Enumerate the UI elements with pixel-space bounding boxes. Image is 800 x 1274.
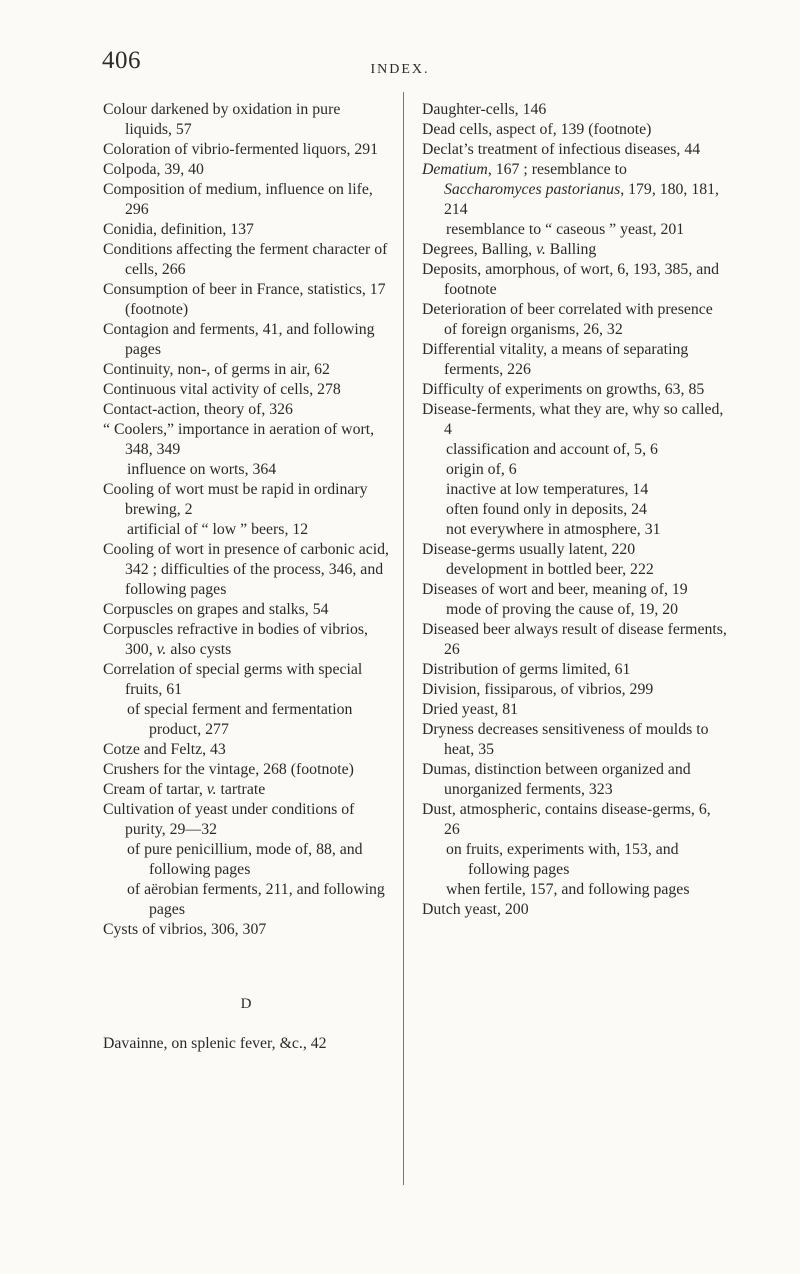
entry-text: Disease-ferments, what they are, why so called, 4 [422, 401, 724, 438]
index-entry [422, 340, 727, 380]
index-entry [422, 620, 727, 660]
entry-text: Cooling of wort must be rapid in ordinary brewing, 2 [103, 481, 368, 518]
index-entry [422, 300, 727, 340]
index-entry [103, 420, 389, 460]
column-divider [403, 92, 404, 1185]
index-entry [422, 720, 727, 760]
entry-text: Dust, atmospheric, contains disease-germs, 6, 26 [422, 801, 711, 838]
index-entry [103, 100, 389, 140]
index-subentry [422, 460, 727, 480]
entry-text: often found only in deposits, 24 [446, 501, 647, 518]
entry-text: Distribution of germs limited, 61 [422, 661, 631, 678]
index-subentry [103, 840, 389, 880]
index-column-right [422, 100, 727, 920]
entry-text: Degrees, Balling, [422, 241, 537, 258]
entry-text: Contagion and ferments, 41, and following pages [103, 321, 375, 358]
entry-text: Daughter-cells, 146 [422, 101, 547, 118]
index-entry [422, 100, 727, 120]
entry-text: Colpoda, 39, 40 [103, 161, 204, 178]
entry-text: Disease-germs usually latent, 220 [422, 541, 636, 558]
entry-text: Differential vitality, a means of separating ferments, 226 [422, 341, 689, 378]
index-entry [422, 800, 727, 840]
entry-text: Saccharomyces pastorianus [444, 181, 621, 198]
index-entry [103, 740, 389, 760]
entry-text: Composition of medium, influence on life, 296 [103, 181, 373, 218]
entry-text: Dematium [422, 161, 488, 178]
entry-text: classification and account of, 5, 6 [446, 441, 658, 458]
entry-text: inactive at low temperatures, 14 [446, 481, 649, 498]
index-subentry [422, 600, 727, 620]
index-subentry [422, 440, 727, 460]
index-entry [422, 400, 727, 440]
entry-text: Conditions affecting the ferment character of cells, 266 [103, 241, 388, 278]
entry-text: Contact-action, theory of, 326 [103, 401, 293, 418]
entry-text: mode of proving the cause of, 19, 20 [446, 601, 679, 618]
index-entry [422, 700, 727, 720]
index-subentry [103, 880, 389, 920]
section-letter-heading [103, 994, 389, 1014]
entry-text: , 179, 180, 181, 214 [444, 181, 719, 218]
index-entry [422, 120, 727, 140]
index-entry [422, 900, 727, 920]
index-entry [103, 600, 389, 620]
index-entry [103, 320, 389, 360]
entry-text: Correlation of special germs with special fruits, 61 [103, 661, 363, 698]
index-subentry [422, 560, 727, 580]
entry-text: Diseases of wort and beer, meaning of, 19 [422, 581, 688, 598]
entry-text: development in bottled beer, 222 [446, 561, 654, 578]
entry-text: Diseased beer always result of disease ferments, 26 [422, 621, 727, 658]
entry-text: Deposits, amorphous, of wort, 6, 193, 385, and footnote [422, 261, 720, 298]
entry-text: tartrate [216, 781, 266, 798]
entry-text: Dumas, distinction between organized and unorganized ferments, 323 [422, 761, 691, 798]
entry-text: on fruits, experiments with, 153, and following pages [446, 841, 679, 878]
index-entry [103, 1034, 389, 1054]
index-entry [103, 140, 389, 160]
page-number: 406 [102, 47, 141, 74]
index-entry [103, 400, 389, 420]
entry-text: Davainne, on splenic fever, &c., 42 [103, 1035, 327, 1052]
index-entry [103, 540, 389, 600]
entry-text: D [240, 996, 252, 1012]
index-entry [103, 660, 389, 700]
index-subentry [103, 520, 389, 540]
index-subentry [422, 840, 727, 880]
running-title: INDEX. [370, 62, 430, 77]
entry-text: v. [206, 781, 217, 798]
entry-text: Deterioration of beer correlated with presence of foreign organisms, 26, 32 [422, 301, 713, 338]
index-subentry [103, 700, 389, 740]
entry-text: of pure penicillium, mode of, 88, and following pages [127, 841, 363, 878]
entry-text: , 167 ; resemblance to [487, 161, 627, 178]
entry-text: resemblance to “ caseous ” yeast, 201 [446, 221, 685, 238]
index-entry [422, 540, 727, 560]
index-entry [103, 480, 389, 520]
entry-text: Cultivation of yeast under conditions of purity, 29—32 [103, 801, 355, 838]
index-entry [422, 680, 727, 700]
index-subentry [422, 220, 727, 240]
entry-text: Cooling of wort in presence of carbonic acid, 342 ; difficulties of the process, 346, and following pages [103, 541, 390, 598]
index-entry [103, 280, 389, 320]
entry-text: Difficulty of experiments on growths, 63, 85 [422, 381, 705, 398]
entry-text: Cotze and Feltz, 43 [103, 741, 226, 758]
index-entry [103, 380, 389, 400]
entry-text: Cysts of vibrios, 306, 307 [103, 921, 267, 938]
entry-text: Corpuscles on grapes and stalks, 54 [103, 601, 329, 618]
index-column-left [103, 100, 389, 1054]
entry-text: Division, fissiparous, of vibrios, 299 [422, 681, 654, 698]
entry-text: Crushers for the vintage, 268 (footnote) [103, 761, 354, 778]
index-entry [103, 760, 389, 780]
entry-text: of special ferment and fermentation product, 277 [127, 701, 353, 738]
entry-text: Consumption of beer in France, statistics, 17 (footnote) [103, 281, 386, 318]
entry-text: when fertile, 157, and following pages [446, 881, 690, 898]
entry-text: artificial of “ low ” beers, 12 [127, 521, 309, 538]
entry-text: Continuous vital activity of cells, 278 [103, 381, 341, 398]
entry-text: Coloration of vibrio-fermented liquors, 291 [103, 141, 379, 158]
index-entry [422, 380, 727, 400]
entry-text: also cysts [166, 641, 232, 658]
entry-text: Cream of tartar, [103, 781, 207, 798]
index-entry [103, 920, 389, 940]
index-entry [103, 160, 389, 180]
entry-text: Continuity, non-, of germs in air, 62 [103, 361, 330, 378]
index-entry [103, 780, 389, 800]
entry-text: Balling [545, 241, 597, 258]
entry-text: origin of, 6 [446, 461, 517, 478]
index-entry [422, 260, 727, 300]
index-subentry [103, 460, 389, 480]
entry-text: Dried yeast, 81 [422, 701, 519, 718]
entry-text: “ Coolers,” importance in aeration of wort, 348, 349 [103, 421, 375, 458]
index-subentry [422, 880, 727, 900]
index-entry [103, 240, 389, 280]
index-entry [103, 360, 389, 380]
entry-text: Corpuscles refractive in bodies of vibrios, 300, [103, 621, 368, 658]
entry-text: Dead cells, aspect of, 139 (footnote) [422, 121, 652, 138]
entry-text: Colour darkened by oxidation in pure liquids, 57 [103, 101, 341, 138]
entry-text: influence on worts, 364 [127, 461, 277, 478]
index-entry [422, 140, 727, 160]
entry-text: v. [536, 241, 546, 258]
index-subentry [422, 520, 727, 540]
index-entry [422, 660, 727, 680]
entry-text: Dryness decreases sensitiveness of moulds to heat, 35 [422, 721, 709, 758]
index-entry [422, 760, 727, 800]
index-entry [103, 800, 389, 840]
index-subentry [422, 480, 727, 500]
entry-text: Conidia, definition, 137 [103, 221, 254, 238]
index-entry [103, 180, 389, 220]
entry-text: of aërobian ferments, 211, and following pages [127, 881, 385, 918]
index-entry [422, 240, 727, 260]
entry-text: Declat’s treatment of infectious diseases, 44 [422, 141, 701, 158]
index-entry [103, 220, 389, 240]
index-entry [422, 580, 727, 600]
entry-text: v. [156, 641, 167, 658]
index-entry [422, 160, 727, 220]
entry-text: not everywhere in atmosphere, 31 [446, 521, 661, 538]
entry-text: Dutch yeast, 200 [422, 901, 529, 918]
index-entry [103, 620, 389, 660]
index-subentry [422, 500, 727, 520]
